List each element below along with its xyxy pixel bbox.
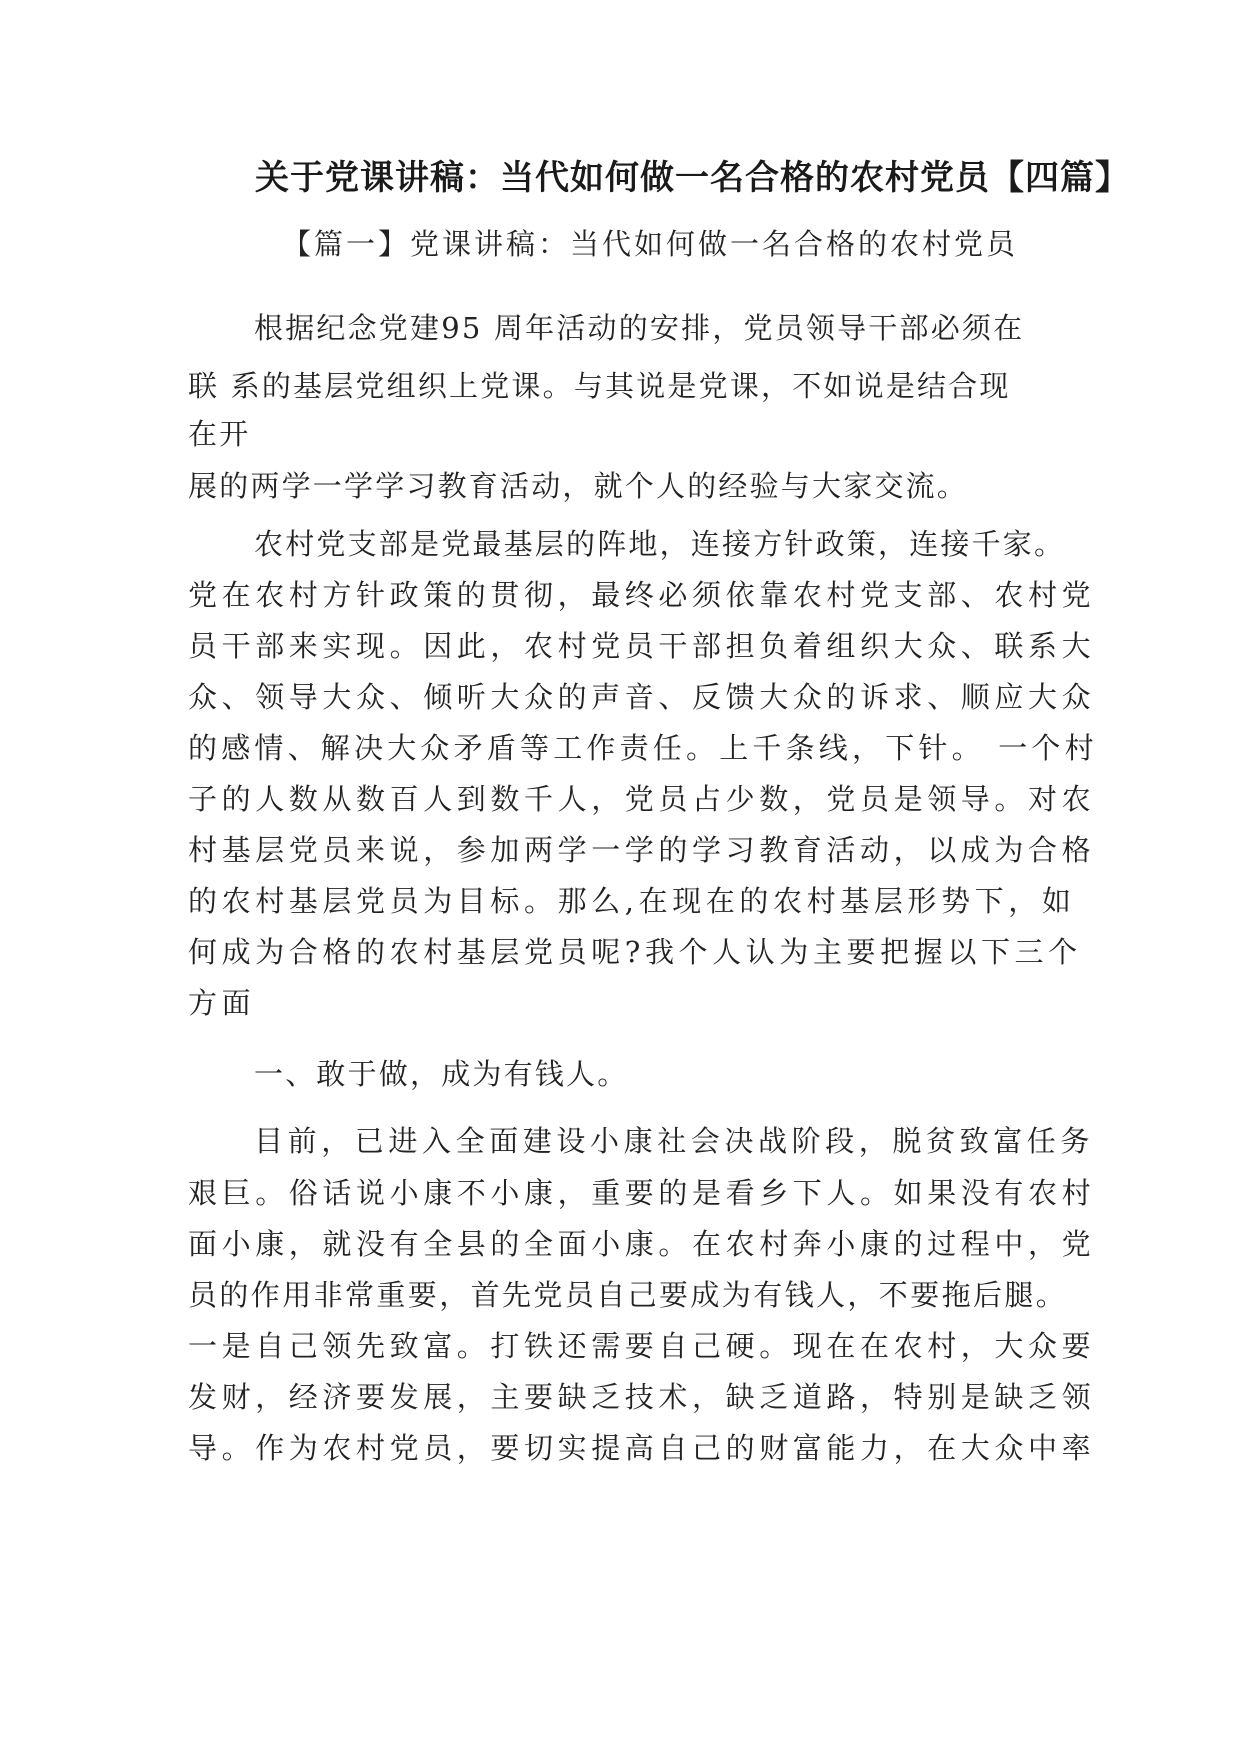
text-line: 员的作用非常重要，首先党员自己要成为有钱人，不要拖后腿。 bbox=[188, 1278, 1068, 1312]
text-line: 联 系的基层党组织上党课。与其说是党课，不如说是结合现 bbox=[188, 369, 1011, 403]
text-line: 发财，经济要发展，主要缺乏技术，缺乏道路，特别是缺乏领 bbox=[188, 1380, 1096, 1414]
text-line: 众、领导大众、倾听大众的声音、反馈大众的诉求、顺应大众 bbox=[188, 680, 1096, 714]
text-line: 的感情、解决大众矛盾等工作责任。上千条线，下针。 一个村 bbox=[188, 731, 1098, 765]
text-line: 员干部来实现。因此，农村党员干部担负着组织大众、联系大 bbox=[188, 629, 1096, 663]
text-line: 在开 bbox=[188, 417, 251, 451]
text-line: 一是自己领先致富。打铁还需要自己硬。现在在农村，大众要 bbox=[188, 1329, 1096, 1363]
text-line: 目前，已进入全面建设小康社会决战阶段，脱贫致富任务 bbox=[254, 1124, 1095, 1158]
section-heading: 【篇一】党课讲稿：当代如何做一名合格的农村党员 bbox=[282, 227, 1019, 261]
text-line: 村基层党员来说，参加两学一学的学习教育活动，以成为合格 bbox=[188, 833, 1096, 867]
text-line: 面小康，就没有全县的全面小康。在农村奔小康的过程中，党 bbox=[188, 1227, 1096, 1261]
text-line: 何成为合格的农村基层党员呢?我个人认为主要把握以下三个 bbox=[188, 935, 1082, 969]
text-line: 根据纪念党建95 周年活动的安排，党员领导干部必须在 bbox=[254, 311, 1025, 345]
section-subheading: 一、敢于做，成为有钱人。 bbox=[254, 1057, 629, 1091]
text-line: 的农村基层党员为目标。那么,在现在的农村基层形势下，如 bbox=[188, 884, 1076, 918]
text-line: 子的人数从数百人到数千人，党员占少数，党员是领导。对农 bbox=[188, 782, 1096, 816]
text-line: 农村党支部是党最基层的阵地，连接方针政策，连接千家。 bbox=[254, 527, 1066, 561]
text-line: 方面 bbox=[188, 986, 256, 1020]
text-line: 艰巨。俗话说小康不小康，重要的是看乡下人。如果没有农村 bbox=[188, 1176, 1096, 1210]
text-line: 党在农村方针政策的贯彻，最终必须依靠农村党支部、农村党 bbox=[188, 578, 1096, 612]
text-line: 展的两学一学学习教育活动，就个人的经验与大家交流。 bbox=[188, 469, 969, 503]
text-line: 导。作为农村党员，要切实提高自己的财富能力，在大众中率 bbox=[188, 1431, 1096, 1465]
document-title: 关于党课讲稿：当代如何做一名合格的农村党员【四篇】 bbox=[255, 158, 1130, 198]
